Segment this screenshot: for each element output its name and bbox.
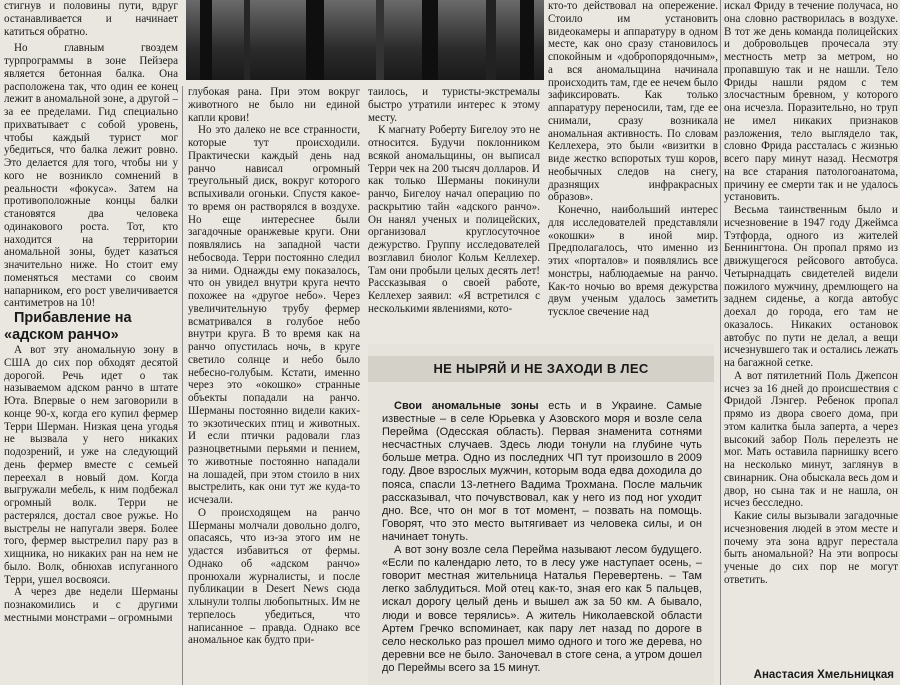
column-3: [368, 86, 540, 334]
author-byline: Анастасия Хмельницкая: [753, 669, 894, 681]
column-5: [724, 0, 898, 685]
box-paragraph: есть и в Украине. Самые известные – в селе Юрьевка у Азовского моря и возле села Перейма (Одесская область). Первая знаменита сотнями несчастных случаев. Здесь люди тонули на глубине чуть больше метра. Одно из последних ЧП тут произошло в 2009 году. Двое взрослых мужчин, которым вода едва доходила до пояса, спасли 13-летнего Вадима Трохмана. После мальчик рассказывал, что почувствовал, как у него из под ног уходит дно. Все, что он мог в тот момент, – позвать на помощь. Говорят, что это место вытягивает из человека силы, и он начинает тонуть.: [382, 400, 702, 543]
column-divider: [182, 86, 183, 685]
paragraph: кто-то действовал на опережение. Стоило им установить видеокамеры и аппаратуру в одном месте, как оно сразу становилось спокойным и «добропорядочным», а вся аномальщина начинала происходить там, где ее нечем было зафиксировать. Как только аппаратуру переносили, там, где ее снимали, сразу возникала аномальная активность. По словам Келлехера, это были «визитки в виде жестко вспоротых туш коров, необычных следов на снегу, дразнящих инфракрасных образов».: [548, 0, 718, 204]
section-heading: Прибавление на «адском ранчо»: [4, 310, 132, 343]
paragraph: А вот эту аномальную зону в США до сих пор обходят десятой дорогой. Речь идет о так называемом адском ранчо в штате Юта. Впервые о нем заговорили в конце 90-х, когда его купил фермер Терри Шерман. Низкая цена угодья не вызвала у него никаких подозрений, и уже на следующий день фермер вместе с семьей переехал в новый дом. Когда выгружали мебель, к ним подбежал огромный волк. Терри не растерялся, достал свое ружье. Но выстрелы не напугали зверя. Более того, фермер выстрелил пару раз в хищника, но никаких ран на нем не было. Волк, обнюхав испуганного Терри, ушел восвояси.: [4, 344, 178, 586]
box-title: НЕ НЫРЯЙ И НЕ ЗАХОДИ В ЛЕС: [368, 356, 714, 382]
paragraph: Но это далеко не все странности, которые тут происходили. Практически каждый день над ранчо нависал огромный треугольный диск, вокруг которого вспыхивали огоньки. Спустя какое-то время он растворялся в воздухе. Но еще интереснее были загадочные оранжевые круги. Они появлялись на западной части небосвода. Терри постоянно следил за ними. Однажды ему показалось, что он увидел внутри круга нечто похожее на «другое небо». Через увеличительную трубу фермер всматривался в голубое небо внутри круга. В то время как на ранчо опустилась ночь, в круге светило солнце и небо было небесно-голубым. Кстати, именно через это «окошко» странные объекты попадали на ранчо. Шерманы постоянно видели каких-то экзотических птиц и животных. И если птички радовали глаз разноцветными перьями и пением, то животные постоянно нападали на лошадей, при этом стоило в них выстрелить, как они тут же куда-то исчезали.: [188, 124, 360, 506]
paragraph: Какие силы вызывали загадочные исчезновения людей в этом месте и почему эта зона вдруг перестала быть аномальной? На эти вопросы ученые до сих пор не могут ответить.: [724, 510, 898, 586]
paragraph: таилось, и туристы-экстремалы быстро утратили интерес к этому месту.: [368, 86, 540, 124]
paragraph: глубокая рана. При этом вокруг животного не было ни единой капли крови!: [188, 86, 360, 124]
column-divider: [720, 0, 721, 685]
paragraph: О происходящем на ранчо Шерманы молчали довольно долго, опасаясь, что из-за этого им не удастся избавиться от фермы. Однако об «адском ранчо» пронюхали журналисты, и после публикации в Desert News сюда хлынули толпы любопытных. Им не терпелось убедиться, что написанное – правда. Однако все аномальное как будто при-: [188, 506, 360, 647]
paragraph: А вот пятилетний Поль Джепсон исчез за 16 дней до происшествия с Фридой Лэнгер. Ребенок пропал прямо из двора своего дома, при этом калитка была заперта, а через высокий забор Поль перелезть не мог. Мать оставила парнишку всего на несколько минут, заглянув в свинарник. Она обыскала весь дом и двор, но сына так и не нашла, он исчез бесследно.: [724, 369, 898, 510]
paragraph: Весьма таинственным было и исчезновение в 1947 году Джеймса Тэтфорда, одного из жителей Беннингтона. Он пропал прямо из движущегося рейсового автобуса. Четырнадцать свидетелей видели пожилого мужчину, дремлющего на заднем сиденье, а когда автобус доехал до города, его там не оказалось. Никаких остановок автобус по пути не делал, а вещи исчезнувшего так и остались лежать на багажной сетке.: [724, 204, 898, 369]
box-lead: Свои аномальные зоны: [394, 400, 539, 412]
forest-photo: [186, 0, 544, 80]
paragraph: искал Фриду в течение получаса, но она словно растворилась в воздухе. В тот же день команда полицейских и добровольцев прочесала эту местность метр за метром, но пропавшую так и не нашли. Тело Фриды нашли рядом с тем злосчастным бревном, у которого она исчезла. Поразительно, но труп не имел никаких признаков разложения, тело выглядело так, словно Фрида рассталась с жизнью всего пару минут назад. Несмотря на все старания патологоанатома, причину ее смерти так и не удалось установить.: [724, 0, 898, 204]
column-4: [548, 0, 718, 334]
paragraph: стигнув и половины пути, вдруг останавливается и начинает катиться обратно.: [4, 0, 178, 38]
paragraph: А через две недели Шерманы познакомились и с другими местными монстрами – огромными: [4, 586, 178, 624]
box-body: [382, 400, 702, 685]
box-paragraph: А вот зону возле села Перейма называют лесом будущего. «Если по календарю лето, то в лесу уже наступает осень, – говорит местная жительница Наталья Перевертень. – Там легко заблудиться. Мой отец как-то, зная его как 5 пальцев, искал дорогу целый день и вышел аж за 50 км. А бывало, люди и вовсе терялись». А житель Николаевской области Артем Гречко вспоминает, как пару лет назад по дороге в село несколько раз прошел мимо одного и того же дерева, но деревни все не было. Заночевал в стоге сена, а утром дошел до Переймы всего за 15 минут.: [382, 544, 702, 674]
paragraph: Конечно, наибольший интерес для исследователей представляли «окошки» в иной мир. Предполагалось, что именно из этих «порталов» и появлялись все монстры, наблюдаемые на ранчо. Как-то ночью во время дежурства двум ученым удалось заметить тусклое свечение над: [548, 204, 718, 318]
sidebar-box: [368, 344, 714, 685]
column-2: [188, 86, 360, 685]
paragraph: К магнату Роберту Бигелоу это не относится. Будучи поклонником всякой аномальщины, он выписал Терри чек на 200 тысяч долларов. И как только Шерманы покинули ранчо, Бигелоу начал операцию по раскрытию тайн «адского ранчо». Он нанял ученых и полицейских, организовал круглосуточное дежурство. Группу исследователей возглавил биолог Кольм Келлехер. Там они пробыли целых десять лет! Рассказывая о своей работе, Келлехер заявил: «Я встретился с несколькими явлениями, кото-: [368, 124, 540, 315]
column-1: [4, 0, 178, 685]
paragraph: Но главным гвоздем турпрограммы в зоне Пейзера является бетонная балка. Она расположена так, что один ее конец лежит в аномальной зоне, а другой – за ее пределами. Гид специально прихватывает с собой уровень, чтобы каждый турист мог убедиться, что балка лежит ровно. Это делается для того, чтобы ни у кого не возникло сомнений в реальности «фокуса». Затем на противоположные концы балки становятся два человека одинакового роста. Тот, кто находится на территории аномальной зоны, будет казаться значительно ниже. Но стоит ему поменяться местами со своим напарником, его рост увеличивается сантиметров на 10!: [4, 42, 178, 310]
